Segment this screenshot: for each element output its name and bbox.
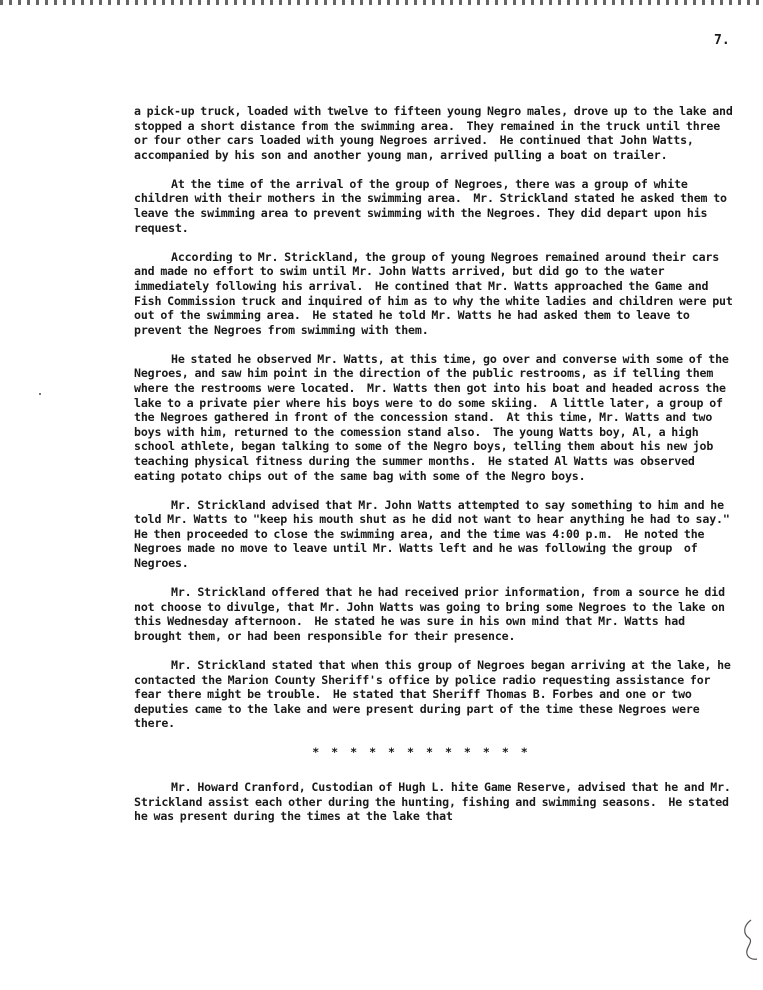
paragraph-6: Mr. Strickland offered that he had received prior information, from a source he did not choose to divulge, that Mr. John Watts was going to bring some Negroes to the lake on this Wednesday afternoon. He stated he was sure in his own mind that Mr. Watts had brought them, or had been responsible for their presence. xyxy=(134,585,731,643)
closing-paragraph: Mr. Howard Cranford, Custodian of Hugh L. hite Game Reserve, advised that he and Mr. Strickland assist each other during the hunting, fishing and swimming seasons. He stated he was present during the times at the lake that xyxy=(134,780,737,824)
paragraph-1: a pick-up truck, loaded with twelve to fifteen young Negro males, drove up to the lake and stopped a short distance from the swimming area. They remained in the truck until three or four other cars loaded with young Negroes arrived. He continued that John Watts, accompanied by his son and another young man, arrived pulling a boat on trailer. xyxy=(134,104,739,162)
paragraph-4: He stated he observed Mr. Watts, at this time, go over and converse with some of the Negroes, and saw him point in the direction of the public restrooms, as if telling them where the restrooms were located. Mr. Watts then got into his boat and headed across the lake to a private pier where his boys were to do some skiing. A little later, a group of the Negroes gathered in front of the concession stand. At this time, Mr. Watts and two boys with him, returned to the comession stand also. The young Watts boy, Al, a high school athlete, began talking to some of the Negro boys, telling them about his new job teaching physical fitness during the summer months. He stated Al Watts was observed eating potato chips out of the same bag with some of the Negro boys. xyxy=(134,351,735,483)
perforated-top-edge xyxy=(0,0,763,5)
paragraph-2: At the time of the arrival of the group of Negroes, there was a group of white children with their mothers in the swimming area. Mr. Strickland stated he asked them to leave the swimming area to prevent swimming with the Negroes. They did depart upon his request. xyxy=(134,176,733,235)
section-divider: * * * * * * * * * * * * xyxy=(312,745,531,760)
paragraph-7: Mr. Strickland stated that when this group of Negroes began arriving at the lake, he contacted the Marion County Sheriff's office by police radio requesting assistance for fear there might be trouble. He stated that Sheriff Thomas B. Forbes and one or two deputies came to the lake and were present during part of the time these Negroes were there. xyxy=(134,658,737,731)
paragraph-5: Mr. Strickland advised that Mr. John Watts attempted to say something to him and he told Mr. Watts to "keep his mouth shut as he did not want to hear anything he had to say." He then proceeded to close the swimming area, and the time was 4:00 p.m. He noted the Negroes made no move to leave until Mr. Watts left and he was following the group of Negroes. xyxy=(134,497,742,571)
page-number: 7. xyxy=(714,33,730,48)
paragraph-3: According to Mr. Strickland, the group of young Negroes remained around their cars and made no effort to swim until Mr. John Watts arrived, but did go to the water immediately following his arrival. He contined that Mr. Watts approached the Game and Fish Commission truck and inquired of him as to why the white ladies and children were put out of the swimming area. He stated he told Mr. Watts he had asked them to leave to prevent the Negroes from swimming with them. xyxy=(134,249,739,337)
margin-mark xyxy=(39,393,41,395)
document-body xyxy=(134,104,742,838)
page-curl-mark xyxy=(737,918,759,962)
